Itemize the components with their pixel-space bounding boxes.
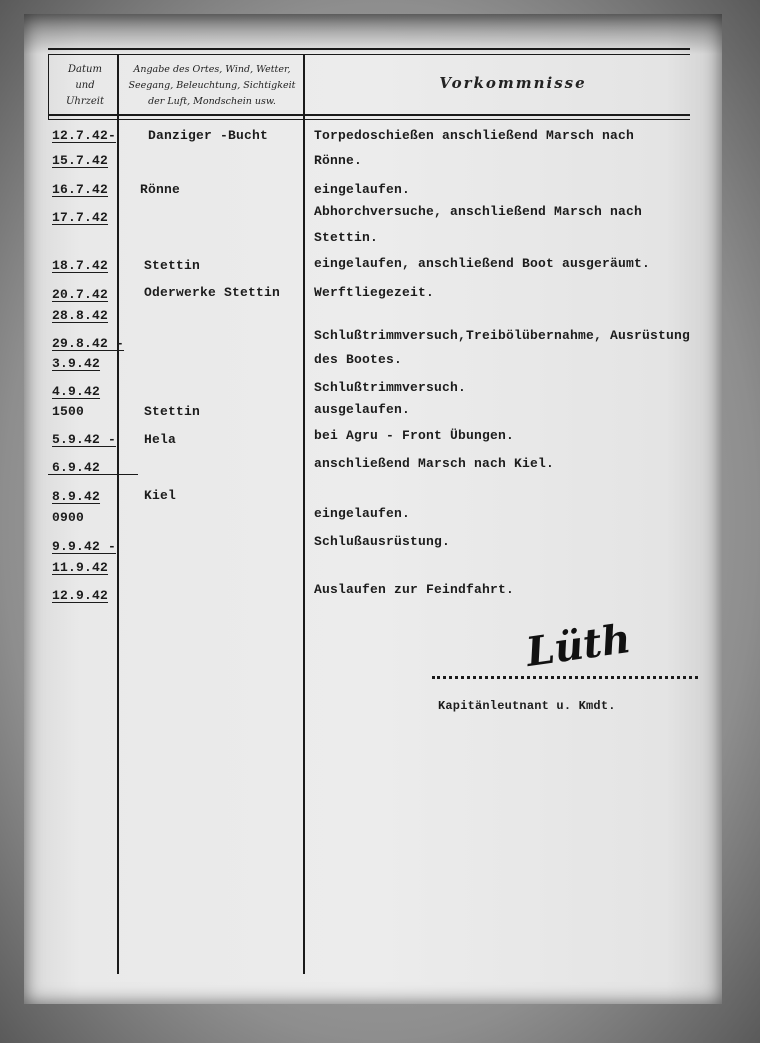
row-date: 20.7.42 xyxy=(52,287,109,302)
row-event: anschließend Marsch nach Kiel. xyxy=(314,456,555,471)
row-date: 15.7.42 xyxy=(52,153,109,168)
row-time: 1500 xyxy=(52,404,85,419)
row-place: Kiel xyxy=(144,488,177,503)
row-event: eingelaufen. xyxy=(314,506,411,521)
row-time: 0900 xyxy=(52,510,85,525)
header-date-line-3: Uhrzeit xyxy=(65,96,105,107)
row-date: 6.9.42 xyxy=(52,460,101,475)
top-rule xyxy=(48,48,690,50)
row-date: 12.7.42- xyxy=(52,128,117,143)
header-place-column xyxy=(120,62,304,110)
row-date: 3.9.42 xyxy=(52,356,101,371)
row-date: 16.7.42 xyxy=(52,182,109,197)
top-rule-2 xyxy=(48,54,690,55)
row-event: Schlußtrimmversuch,Treibölübernahme, Ausrüstung xyxy=(314,328,691,343)
column-divider-1 xyxy=(117,54,119,974)
header-place-line-1: Angabe des Ortes, Wind, Wetter, xyxy=(133,64,291,75)
row-place: Stettin xyxy=(144,404,201,419)
row-event: Schlußtrimmversuch. xyxy=(314,380,467,395)
row-event: Rönne. xyxy=(314,153,363,168)
row-date: 9.9.42 - xyxy=(52,539,117,554)
row-event: Stettin. xyxy=(314,230,379,245)
row-place: Hela xyxy=(144,432,177,447)
header-events-column: Vorkommnisse xyxy=(439,74,587,92)
row-place: Rönne xyxy=(140,182,181,197)
signature-title: Kapitänleutnant u. Kmdt. xyxy=(438,699,616,713)
row-place: Oderwerke Stettin xyxy=(144,285,281,300)
row-event: ausgelaufen. xyxy=(314,402,411,417)
row-event: eingelaufen. xyxy=(314,182,411,197)
row-date: 29.8.42 - xyxy=(52,336,125,351)
row-event: eingelaufen, anschließend Boot ausgeräumt. xyxy=(314,256,651,271)
row-place: Danziger -Bucht xyxy=(148,128,269,143)
left-edge xyxy=(48,54,49,120)
row-date: 18.7.42 xyxy=(52,258,109,273)
row-event: Torpedoschießen anschließend Marsch nach xyxy=(314,128,635,143)
header-rule-2 xyxy=(48,119,690,120)
handwritten-signature: Lüth xyxy=(523,614,634,677)
row-event: des Bootes. xyxy=(314,352,403,367)
row-event: Werftliegezeit. xyxy=(314,285,435,300)
row-event: Abhorchversuche, anschließend Marsch nach xyxy=(314,204,643,219)
header-date-line-1: Datum xyxy=(68,64,102,75)
row-event: Auslaufen zur Feindfahrt. xyxy=(314,582,515,597)
header-place-line-2: Seegang, Beleuchtung, Sichtigkeit xyxy=(128,80,296,91)
row-date: 4.9.42 xyxy=(52,384,101,399)
row-date: 5.9.42 - xyxy=(52,432,117,447)
header-date-line-2: und xyxy=(75,80,95,91)
row-date: 8.9.42 xyxy=(52,489,101,504)
header-rule xyxy=(48,114,690,116)
row-date: 17.7.42 xyxy=(52,210,109,225)
header-date-column xyxy=(54,62,116,110)
row-date: 11.9.42 xyxy=(52,560,109,575)
signature-dotted-line xyxy=(432,676,698,679)
row-event: bei Agru - Front Übungen. xyxy=(314,428,515,443)
row-date: 12.9.42 xyxy=(52,588,109,603)
column-divider-2 xyxy=(303,54,305,974)
row-place: Stettin xyxy=(144,258,201,273)
row-date: 28.8.42 xyxy=(52,308,109,323)
row-event: Schlußausrüstung. xyxy=(314,534,451,549)
header-place-line-3: der Luft, Mondschein usw. xyxy=(148,96,276,107)
